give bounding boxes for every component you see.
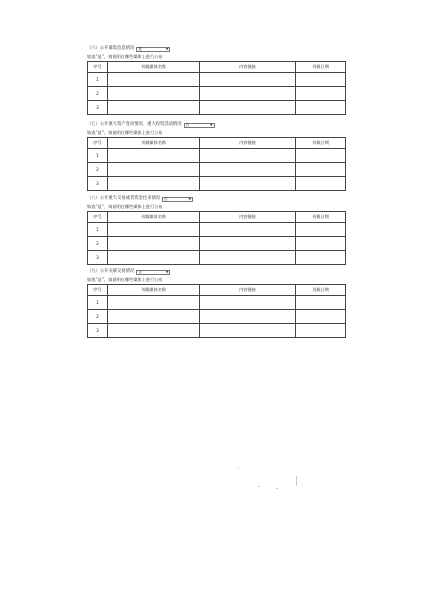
col-header-date: 刊载日期	[296, 285, 346, 296]
section-note: 如选“是”，请说明在哪些媒体上进行公布	[87, 277, 163, 282]
publish-date-cell[interactable]	[296, 177, 346, 191]
col-header-media: 刊载媒体名称	[108, 212, 200, 223]
col-header-link: 内容链接	[200, 62, 296, 73]
section-heading: （九）公开关联交易情况	[87, 269, 135, 274]
table-header-row	[88, 285, 346, 296]
media-name-cell[interactable]	[108, 101, 200, 115]
section-heading: （八）公开重大交易或者资金往来情况	[87, 196, 161, 201]
select-value: 否	[164, 197, 168, 201]
col-header-index: 序号	[88, 62, 108, 73]
table-row	[88, 163, 346, 177]
row-number: 1	[88, 73, 108, 87]
select-value: 否	[138, 270, 142, 274]
row-number: 3	[88, 177, 108, 191]
media-table	[87, 284, 346, 338]
table-row	[88, 223, 346, 237]
media-name-cell[interactable]	[108, 310, 200, 324]
disclosure-select[interactable]	[136, 270, 170, 275]
content-link-cell[interactable]	[200, 223, 296, 237]
table-row	[88, 73, 346, 87]
table-row	[88, 324, 346, 338]
row-number: 3	[88, 324, 108, 338]
content-link-cell[interactable]	[200, 296, 296, 310]
disclosure-select[interactable]	[162, 197, 193, 202]
col-header-media: 刊载媒体名称	[108, 285, 200, 296]
content-link-cell[interactable]	[200, 101, 296, 115]
table-row	[88, 87, 346, 101]
table-row	[88, 296, 346, 310]
row-number: 2	[88, 163, 108, 177]
publish-date-cell[interactable]	[296, 163, 346, 177]
col-header-link: 内容链接	[200, 285, 296, 296]
table-row	[88, 101, 346, 115]
chevron-down-icon: ▼	[165, 270, 169, 274]
content-link-cell[interactable]	[200, 310, 296, 324]
row-number: 2	[88, 310, 108, 324]
table-row	[88, 310, 346, 324]
table-header-row	[88, 138, 346, 149]
publish-date-cell[interactable]	[296, 149, 346, 163]
select-value: 否	[185, 123, 190, 127]
row-number: 3	[88, 251, 108, 265]
section-major-transaction-disclosure	[87, 195, 345, 265]
table-row	[88, 177, 346, 191]
media-table	[87, 211, 346, 265]
media-name-cell[interactable]	[108, 237, 200, 251]
publish-date-cell[interactable]	[296, 73, 346, 87]
row-number: 1	[88, 149, 108, 163]
col-header-media: 刊载媒体名称	[108, 138, 200, 149]
disclosure-select[interactable]	[184, 123, 215, 128]
table-row	[88, 149, 346, 163]
media-name-cell[interactable]	[108, 87, 200, 101]
content-link-cell[interactable]	[200, 87, 296, 101]
section-heading-row	[87, 195, 345, 203]
col-header-index: 序号	[88, 285, 108, 296]
col-header-date: 刊载日期	[296, 62, 346, 73]
media-name-cell[interactable]	[108, 149, 200, 163]
scan-speck	[296, 476, 297, 486]
col-header-index: 序号	[88, 138, 108, 149]
table-row	[88, 237, 346, 251]
media-name-cell[interactable]	[108, 223, 200, 237]
scan-speck	[276, 488, 278, 489]
row-number: 1	[88, 296, 108, 310]
content-link-cell[interactable]	[200, 73, 296, 87]
table-row	[88, 251, 346, 265]
col-header-date: 刊载日期	[296, 138, 346, 149]
row-number: 3	[88, 101, 108, 115]
section-heading-row	[87, 45, 345, 53]
content-link-cell[interactable]	[200, 163, 296, 177]
section-heading: （六）公开募集信息情况	[87, 46, 135, 51]
publish-date-cell[interactable]	[296, 296, 346, 310]
scan-speck	[238, 468, 239, 469]
section-note: 如选“是”，请说明在哪些媒体上进行公布	[87, 130, 163, 135]
chevron-down-icon: ▼	[188, 197, 192, 201]
publish-date-cell[interactable]	[296, 87, 346, 101]
publish-date-cell[interactable]	[296, 310, 346, 324]
chevron-down-icon: ▼	[165, 47, 169, 51]
col-header-media: 刊载媒体名称	[108, 62, 200, 73]
table-header-row	[88, 62, 346, 73]
chevron-down-icon: ▼	[210, 123, 213, 127]
select-value: 是	[138, 47, 142, 51]
content-link-cell[interactable]	[200, 237, 296, 251]
section-heading-row	[87, 268, 345, 276]
publish-date-cell[interactable]	[296, 324, 346, 338]
col-header-index: 序号	[88, 212, 108, 223]
section-note: 如选“是”，请说明在哪些媒体上进行公布	[87, 54, 163, 59]
publish-date-cell[interactable]	[296, 237, 346, 251]
section-heading: （七）公开重大资产变动情况、重大投资活动情况	[87, 122, 182, 127]
media-name-cell[interactable]	[108, 296, 200, 310]
scan-speck	[258, 486, 260, 487]
col-header-date: 刊载日期	[296, 212, 346, 223]
section-note: 如选“是”，请说明在哪些媒体上进行公布	[87, 204, 163, 209]
row-number: 1	[88, 223, 108, 237]
media-name-cell[interactable]	[108, 177, 200, 191]
section-fundraising-disclosure	[87, 45, 345, 115]
media-table	[87, 137, 346, 191]
content-link-cell[interactable]	[200, 149, 296, 163]
publish-date-cell[interactable]	[296, 251, 346, 265]
section-asset-change-disclosure	[87, 121, 345, 191]
section-related-transaction-disclosure	[87, 268, 345, 338]
row-number: 2	[88, 87, 108, 101]
media-name-cell[interactable]	[108, 73, 200, 87]
row-number: 2	[88, 237, 108, 251]
section-heading-row	[87, 121, 345, 129]
content-link-cell[interactable]	[200, 324, 296, 338]
disclosure-select[interactable]	[136, 47, 170, 52]
table-header-row	[88, 212, 346, 223]
media-name-cell[interactable]	[108, 324, 200, 338]
content-link-cell[interactable]	[200, 177, 296, 191]
col-header-link: 内容链接	[200, 138, 296, 149]
publish-date-cell[interactable]	[296, 101, 346, 115]
media-name-cell[interactable]	[108, 251, 200, 265]
media-name-cell[interactable]	[108, 163, 200, 177]
col-header-link: 内容链接	[200, 212, 296, 223]
content-link-cell[interactable]	[200, 251, 296, 265]
publish-date-cell[interactable]	[296, 223, 346, 237]
media-table	[87, 61, 346, 115]
